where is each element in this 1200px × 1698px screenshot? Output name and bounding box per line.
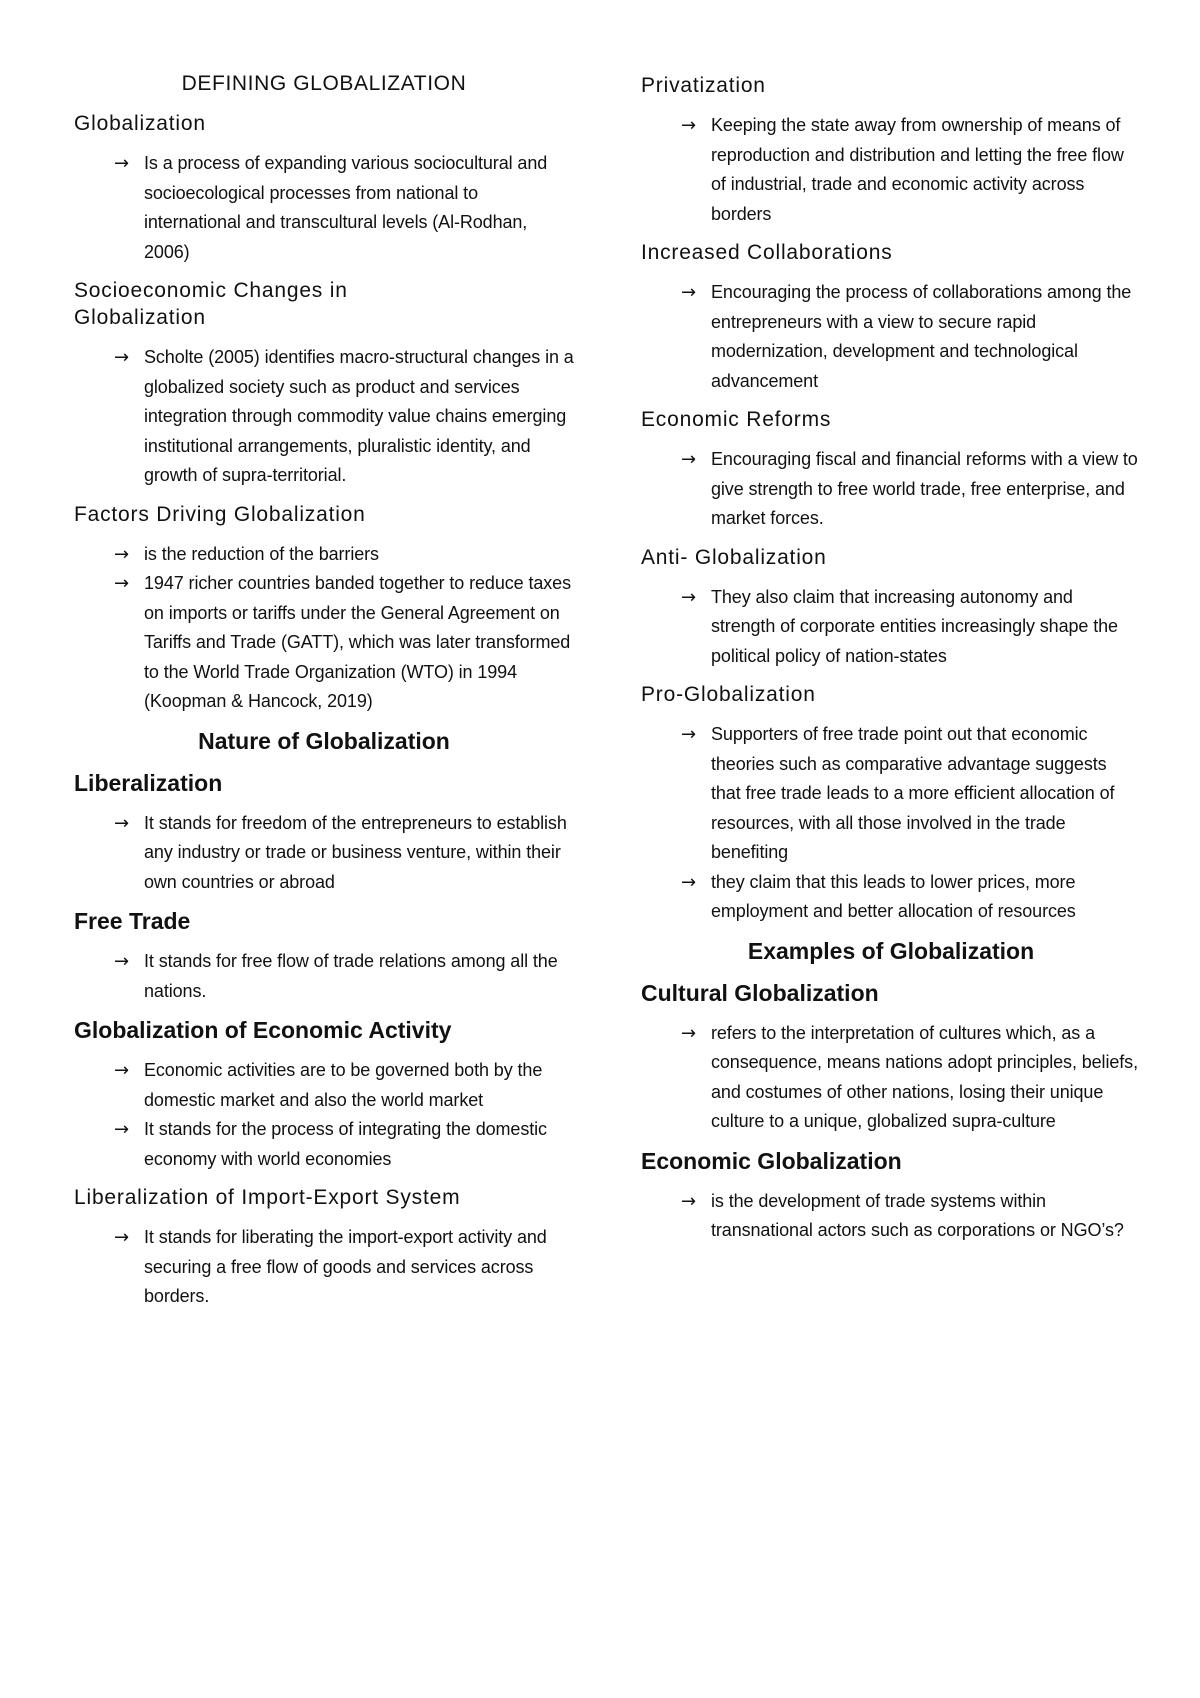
bullet-list [74,1056,574,1174]
list-item [74,1115,574,1174]
arrow-right-icon: → [681,282,696,303]
list-item-text: It stands for liberating the import-export activity and securing a free flow of goods and services across borders. [144,1227,547,1306]
list-item-text: Encouraging fiscal and financial reforms with a view to give strength to free world trade, free enterprise, and market forces. [711,449,1138,528]
list-item [74,1223,574,1312]
list-item-text: Keeping the state away from ownership of means of reproduction and distribution and letting the free flow of industrial, trade and economic activity across borders [711,115,1124,224]
list-item [641,583,1141,672]
list-item-text: They also claim that increasing autonomy and strength of corporate entities increasingly shape the political policy of nation-states [711,586,1118,666]
arrow-right-icon: → [681,871,696,893]
left-column [74,66,574,1322]
list-item [74,540,574,570]
bullet-list [74,947,574,1006]
list-item [74,569,574,717]
heading-factors-driving: Factors Driving Globalization [74,502,366,526]
heading-economic-reforms: Economic Reforms [641,408,832,431]
list-item-text: Economic activities are to be governed both by the domestic market and also the world market [144,1060,543,1110]
bullet-list [74,343,574,491]
arrow-right-icon: → [114,347,129,368]
heading-liberalization: Liberalization [74,769,223,796]
arrow-right-icon: → [114,573,129,594]
bullet-list [641,278,1141,396]
list-item-text: Scholte (2005) identifies macro-structural changes in a globalized society such as product and services integration through commodity value chains emerging institutional arrangements, pluralistic identity, and growth of supra-territorial. [144,347,574,485]
list-item-text: It stands for freedom of the entrepreneurs to establish any industry or trade or business venture, within their own countries or abroad [144,812,567,892]
arrow-right-icon: → [681,724,696,745]
heading-anti-globalization: Anti- Globalization [641,545,827,569]
list-item-text: It stands for the process of integrating the domestic economy with world economies [144,1119,547,1169]
list-item [74,149,574,267]
list-item-text: they claim that this leads to lower prices, more employment and better allocation of resources [711,871,1076,921]
heading-nature-of-globalization: Nature of Globalization [198,727,450,754]
arrow-right-icon: → [114,1060,129,1081]
right-column [641,66,1141,1256]
arrow-right-icon: → [114,153,129,174]
arrow-right-icon: → [114,543,129,565]
arrow-right-icon: → [681,1022,696,1044]
list-item [641,868,1141,927]
list-item-text: is the reduction of the barriers [144,543,379,564]
heading-cultural-globalization: Cultural Globalization [641,979,879,1006]
heading-globalization-economic-activity: Globalization of Economic Activity [74,1017,452,1043]
heading-economic-globalization: Economic Globalization [641,1147,902,1174]
list-item [74,1056,574,1115]
bullet-list [74,540,574,717]
bullet-list [641,445,1141,534]
list-item-text: Encouraging the process of collaborations among the entrepreneurs with a view to secure rapid modernization, development and technological advancement [711,282,1132,391]
list-item [74,809,574,898]
heading-examples-of-globalization: Examples of Globalization [747,937,1035,964]
heading-globalization: Globalization [74,112,206,135]
bullet-list [641,720,1141,927]
arrow-right-icon: → [681,115,696,136]
list-item [641,1187,1141,1246]
heading-pro-globalization: Pro-Globalization [641,683,816,706]
heading-free-trade: Free Trade [74,908,191,934]
list-item-text: 1947 richer countries banded together to reduce taxes on imports or tariffs under the General Agreement on Tariffs and Trade (GATT), which was later transformed to the World Trade Organization (WTO) in 1994 (Koopman & Hancock, 2019) [144,573,571,711]
arrow-right-icon: → [681,1190,696,1212]
list-item [641,445,1141,534]
arrow-right-icon: → [681,449,696,470]
bullet-list [641,583,1141,672]
bullet-list [641,111,1141,229]
arrow-right-icon: → [114,812,129,834]
arrow-right-icon: → [681,586,696,608]
list-item [641,1019,1141,1137]
heading-increased-collaborations: Increased Collaborations [641,241,893,264]
list-item [641,720,1141,868]
list-item-text: is the development of trade systems within transnational actors such as corporations or NGO’s? [711,1190,1124,1240]
arrow-right-icon: → [114,1119,129,1140]
list-item [74,947,574,1006]
bullet-list [74,1223,574,1312]
list-item [641,278,1141,396]
list-item-text: It stands for free flow of trade relations among all the nations. [144,951,558,1001]
list-item-text: Is a process of expanding various sociocultural and socioecological processes from national to international and transcultural levels (Al-Rodhan, 2006) [144,153,548,262]
list-item-text: refers to the interpretation of cultures which, as a consequence, means nations adopt principles, beliefs, and costumes of other nations, losing their unique culture to a unique, globalized supra-culture [711,1022,1138,1131]
heading-privatization: Privatization [641,74,766,97]
list-item [641,111,1141,229]
bullet-list [74,809,574,898]
heading-liberalization-import-export: Liberalization of Import-Export System [74,1186,461,1209]
arrow-right-icon: → [114,1227,129,1248]
document-title: DEFINING GLOBALIZATION [181,72,467,95]
bullet-list [74,149,574,267]
arrow-right-icon: → [114,951,129,972]
bullet-list [641,1187,1141,1246]
heading-socioeconomic-changes: Socioeconomic Changes in Globalization [74,279,348,329]
bullet-list [641,1019,1141,1137]
list-item [74,343,574,491]
list-item-text: Supporters of free trade point out that economic theories such as comparative advantage suggests that free trade leads to a more efficient allocation of resources, with all those involved in the trade benefiting [711,724,1115,862]
